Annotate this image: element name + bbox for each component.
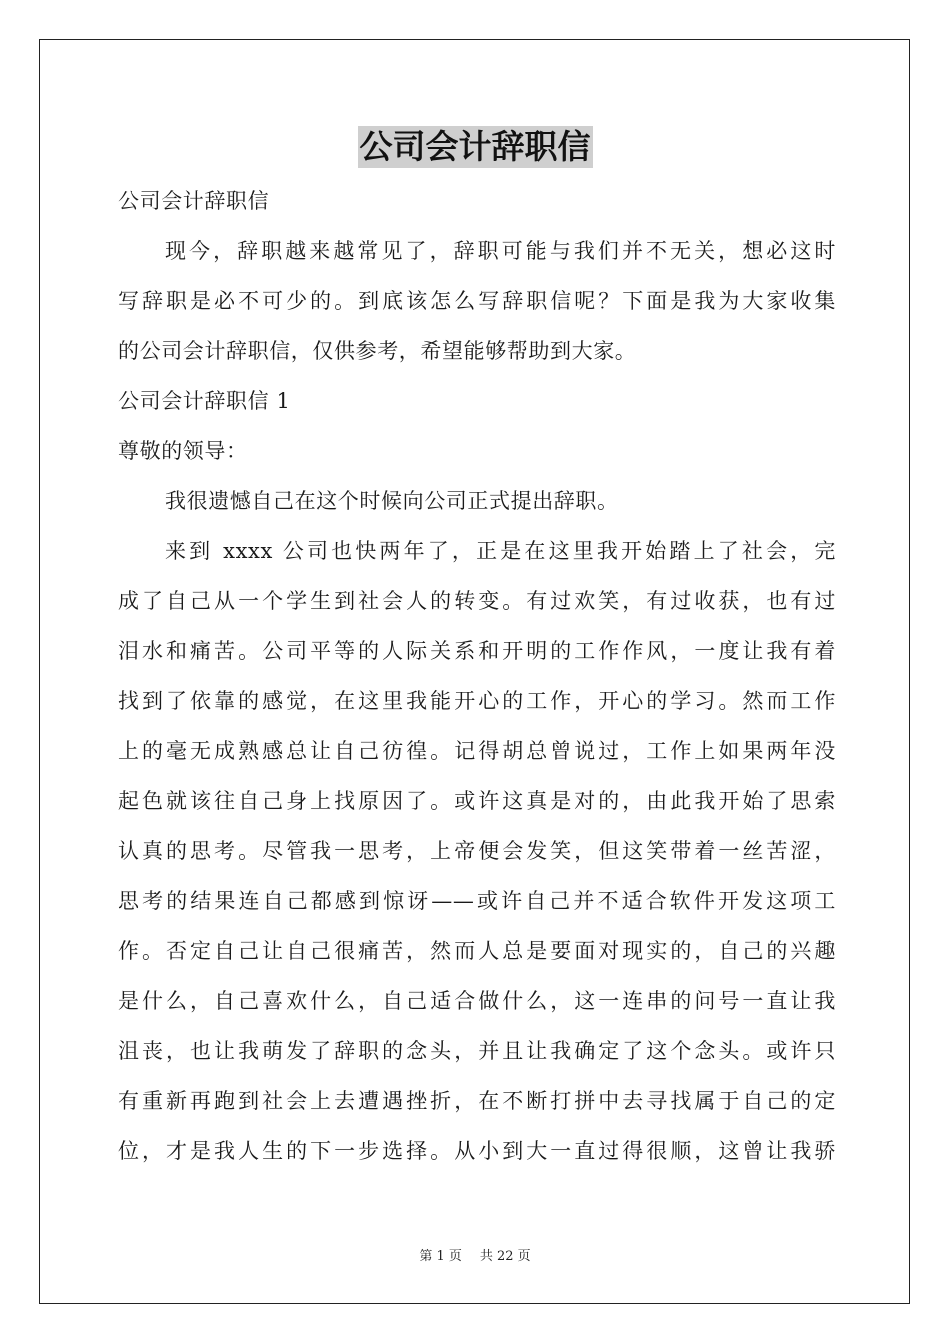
body-line: 作。否定自己让自己很痛苦，然而人总是要面对现实的，自己的兴趣 [118,939,836,963]
body-line: 公司会计辞职信 1 [118,389,291,413]
body-line: 成了自己从一个学生到社会人的转变。有过欢笑，有过收获，也有过 [118,589,836,613]
body-line: 是什么，自己喜欢什么，自己适合做什么，这一连串的问号一直让我 [118,989,836,1013]
body-line: 写辞职是必不可少的。到底该怎么写辞职信呢？下面是我为大家收集 [118,289,836,313]
body-line: 的公司会计辞职信，仅供参考，希望能够帮助到大家。 [118,339,637,363]
body-line: 找到了依靠的感觉，在这里我能开心的工作，开心的学习。然而工作 [118,689,836,713]
page-total: 共 22 页 [479,1249,531,1264]
body-line: 公司会计辞职信 [118,189,270,213]
title-container [0,126,950,168]
body-line: 泪水和痛苦。公司平等的人际关系和开明的工作作风，一度让我有着 [118,639,836,663]
body-line: 来到 xxxx 公司也快两年了，正是在这里我开始踏上了社会，完 [165,539,836,563]
body-line: 有重新再跑到社会上去遭遇挫折，在不断打拼中去寻找属于自己的定 [118,1089,836,1113]
body-line: 尊敬的领导： [118,439,248,463]
body-line: 现今，辞职越来越常见了，辞职可能与我们并不无关，想必这时 [165,239,836,263]
body-line: 起色就该往自己身上找原因了。或许这真是对的，由此我开始了思索 [118,789,836,813]
document-body [118,176,836,1176]
body-line: 认真的思考。尽管我一思考，上帝便会发笑，但这笑带着一丝苦涩， [118,839,836,863]
document-title: 公司会计辞职信 [359,127,591,166]
page-number: 第 1 页 [419,1249,462,1264]
body-line: 沮丧，也让我萌发了辞职的念头，并且让我确定了这个念头。或许只 [118,1039,836,1063]
body-line: 思考的结果连自己都感到惊讶——或许自己并不适合软件开发这项工 [118,889,836,913]
body-line: 上的毫无成熟感总让自己彷徨。记得胡总曾说过，工作上如果两年没 [118,739,836,763]
page-footer [0,1245,950,1264]
body-line: 位，才是我人生的下一步选择。从小到大一直过得很顺，这曾让我骄 [118,1139,836,1163]
body-line: 我很遗憾自己在这个时候向公司正式提出辞职。 [165,489,619,513]
